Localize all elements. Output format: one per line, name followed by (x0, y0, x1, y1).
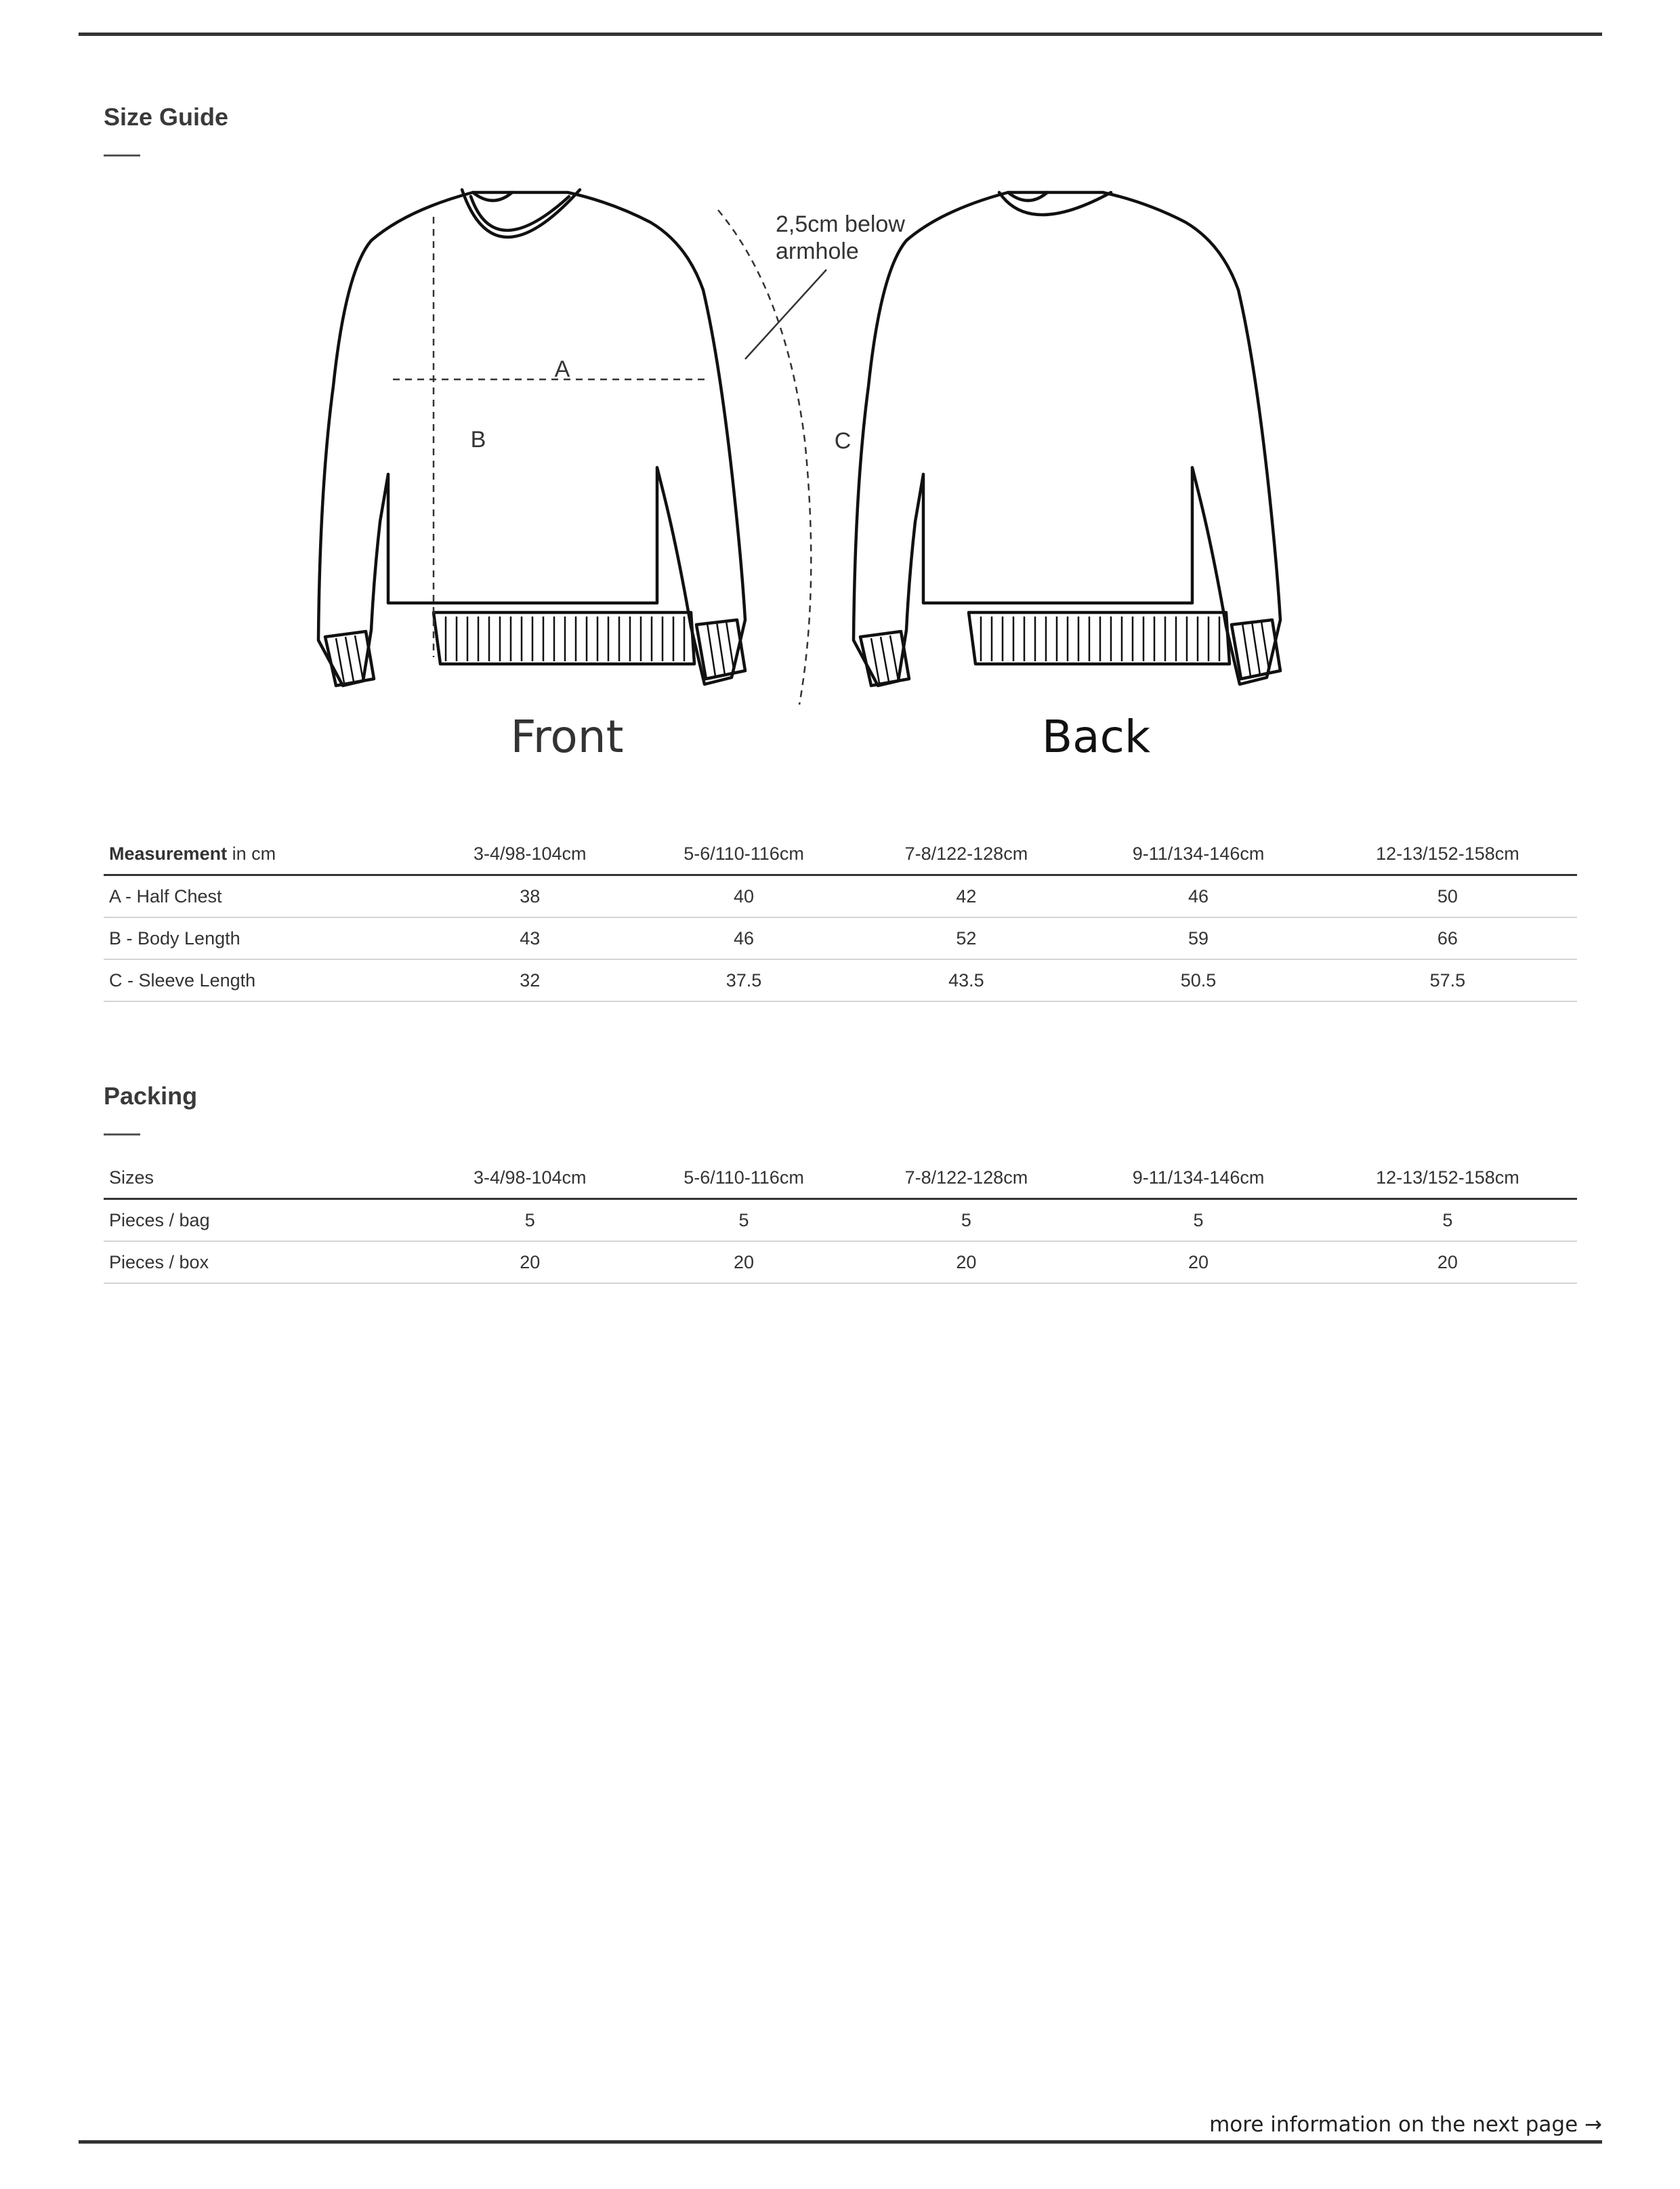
table-cell: 20 (634, 1241, 854, 1283)
table-cell: 5 (634, 1199, 854, 1242)
label-a: A (554, 356, 570, 382)
table-cell: 20 (854, 1241, 1079, 1283)
label-c: C (834, 428, 852, 454)
bottom-rule (79, 2140, 1602, 2144)
back-sweatshirt-illustration (854, 192, 1280, 686)
caption-back: Back (1041, 711, 1151, 763)
table-cell: 20 (1318, 1241, 1577, 1283)
size-header: 7-8/122-128cm (854, 1157, 1079, 1199)
size-guide-title-dash (104, 154, 140, 157)
sizes-header: Sizes (104, 1157, 426, 1199)
size-header: 5-6/110-116cm (634, 833, 854, 875)
row-label: C - Sleeve Length (104, 959, 426, 1001)
table-row (104, 875, 1577, 918)
size-header: 3-4/98-104cm (426, 833, 634, 875)
table-cell: 20 (426, 1241, 634, 1283)
row-label: Pieces / bag (104, 1199, 426, 1242)
table-cell: 46 (634, 917, 854, 959)
table-cell: 5 (426, 1199, 634, 1242)
packing-title-dash (104, 1133, 140, 1135)
measurement-header: Measurement in cm (104, 833, 426, 875)
table-cell: 5 (1078, 1199, 1318, 1242)
size-header: 7-8/122-128cm (854, 833, 1079, 875)
row-label: B - Body Length (104, 917, 426, 959)
table-row (104, 959, 1577, 1001)
packing-table (104, 1157, 1577, 1284)
table-cell: 20 (1078, 1241, 1318, 1283)
table-cell: 52 (854, 917, 1079, 959)
size-header: 3-4/98-104cm (426, 1157, 634, 1199)
size-header: 5-6/110-116cm (634, 1157, 854, 1199)
table-cell: 42 (854, 875, 1079, 918)
top-rule (79, 33, 1602, 36)
table-cell: 43.5 (854, 959, 1079, 1001)
annotation-line-2: armhole (776, 238, 859, 264)
next-page-note: more information on the next page → (1209, 2112, 1602, 2137)
packing-header-row (104, 1157, 1577, 1199)
table-cell: 50.5 (1078, 959, 1318, 1001)
size-header: 9-11/134-146cm (1078, 833, 1318, 875)
table-cell: 5 (1318, 1199, 1577, 1242)
table-cell: 40 (634, 875, 854, 918)
caption-front: Front (510, 711, 624, 763)
sweatshirt-technical-drawing (298, 169, 1395, 772)
table-cell: 37.5 (634, 959, 854, 1001)
label-b: B (470, 427, 486, 453)
table-cell: 32 (426, 959, 634, 1001)
size-header: 12-13/152-158cm (1318, 1157, 1577, 1199)
table-cell: 38 (426, 875, 634, 918)
size-header: 12-13/152-158cm (1318, 833, 1577, 875)
row-label: Pieces / box (104, 1241, 426, 1283)
size-guide-header-row (104, 833, 1577, 875)
table-cell: 59 (1078, 917, 1318, 959)
row-label: A - Half Chest (104, 875, 426, 918)
packing-title: Packing (104, 1082, 198, 1110)
table-row (104, 1241, 1577, 1283)
table-cell: 57.5 (1318, 959, 1577, 1001)
table-cell: 43 (426, 917, 634, 959)
table-cell: 50 (1318, 875, 1577, 918)
table-row (104, 1199, 1577, 1242)
size-guide-title: Size Guide (104, 103, 229, 131)
table-cell: 46 (1078, 875, 1318, 918)
table-cell: 5 (854, 1199, 1079, 1242)
size-guide-table (104, 833, 1577, 1002)
table-cell: 66 (1318, 917, 1577, 959)
table-row (104, 917, 1577, 959)
annotation-line-1: 2,5cm below (776, 211, 905, 237)
size-header: 9-11/134-146cm (1078, 1157, 1318, 1199)
front-sweatshirt-illustration (318, 190, 745, 686)
